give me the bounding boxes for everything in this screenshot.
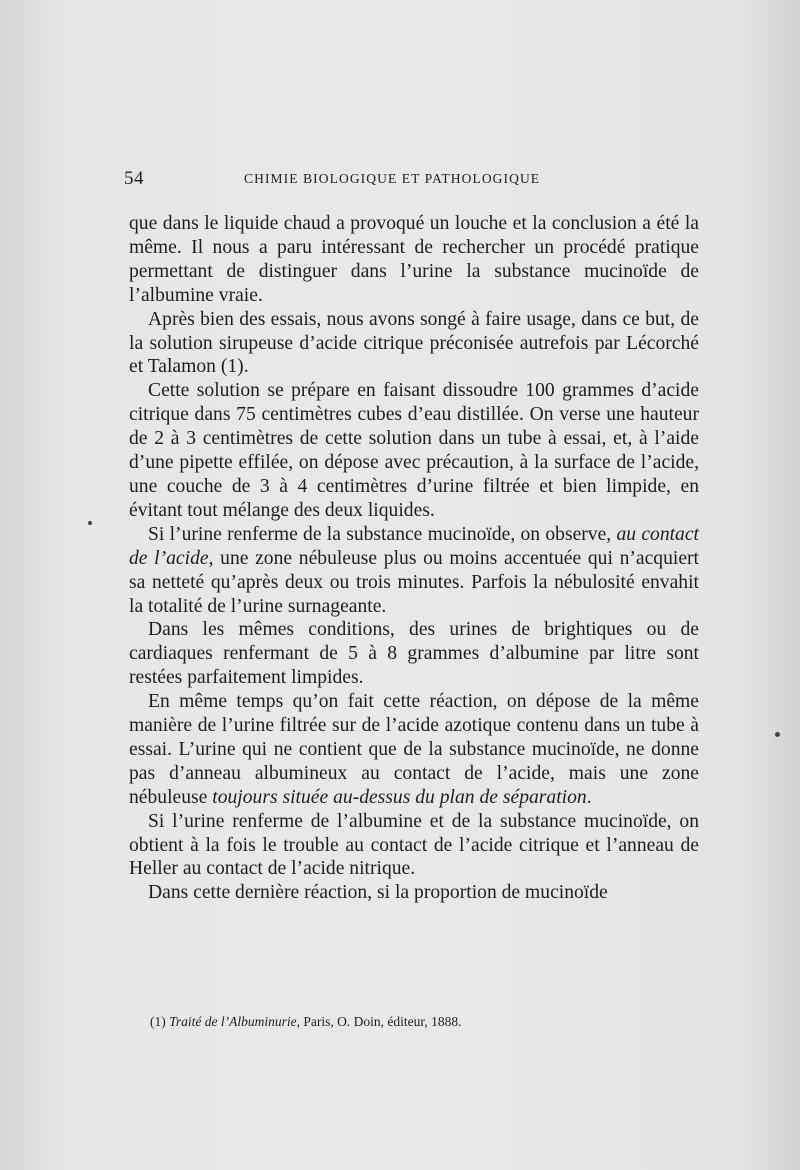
footnote-publisher: , Paris, O. Doin, éditeur, 1888.	[296, 1014, 462, 1029]
paragraph-1: que dans le liquide chaud a provoqué un louche et la conclusion a été la même. Il nous a paru intéressant de rechercher un procédé pratique permettant de distinguer dans l’urine la substance mucinoïde de l’albumine vraie.	[129, 213, 699, 306]
footnote-marker: (1)	[150, 1014, 170, 1029]
ink-speck-right	[775, 732, 780, 737]
body-text	[129, 212, 699, 905]
ink-speck-left	[88, 521, 92, 525]
page-header	[124, 168, 700, 196]
paragraph-6	[129, 690, 699, 810]
footnote-book-title: Traité de l’Albuminurie	[169, 1014, 297, 1029]
paragraph-8: Dans cette dernière réaction, si la proportion de mucinoïde	[148, 882, 608, 904]
paragraph-2: Après bien des essais, nous avons songé à faire usage, dans ce but, de la solution sirupeuse d’acide citrique préconisée autrefois par Lécorché et Talamon (1).	[129, 308, 699, 378]
paragraph-6-text-a: En même temps qu’on fait cette réaction, on dépose de la même manière de l’urine filtrée sur de l’acide azotique contenu dans un tube à essai. L’urine qui ne contient que de la substance mucinoïde, ne donne pas d’anneau albumineux au contact de l’acide, mais une zone nébuleuse	[129, 691, 699, 808]
running-title: CHIMIE BIOLOGIQUE ET PATHOLOGIQUE	[244, 171, 541, 186]
paragraph-3: Cette solution se prépare en faisant dissoudre 100 grammes d’acide citrique dans 75 centimètres cubes d’eau distillée. On verse une hauteur de 2 à 3 centimètres de cette solution dans un tube à essai, et, à l’aide d’une pipette effilée, on dépose avec précaution, à la surface de l’acide, une couche de 3 à 4 centimètres d’urine filtrée et bien limpide, en évitant tout mélange des deux liquides.	[129, 380, 699, 521]
paragraph-4-emphasis: au contact de l’acide	[129, 523, 699, 569]
paragraph-4-text-a: Si l’urine renferme de la substance mucinoïde, on observe,	[148, 523, 617, 545]
page-number: 54	[124, 168, 144, 189]
footnote	[150, 1014, 710, 1030]
paragraph-4	[129, 523, 699, 619]
paragraph-5: Dans les mêmes conditions, des urines de brightiques ou de cardiaques renfermant de 5 à 8 grammes d’albumine par litre sont restées parfaitement limpides.	[129, 619, 699, 689]
paragraph-7: Si l’urine renferme de l’albumine et de la substance mucinoïde, on obtient à la fois le trouble au contact de l’acide citrique et l’anneau de Heller au contact de l’acide nitrique.	[129, 810, 699, 880]
paragraph-6-text-b: .	[586, 786, 592, 808]
paragraph-4-text-b: , une zone nébuleuse plus ou moins accentuée qui n’acquiert sa netteté qu’après deux ou trois minutes. Parfois la nébulosité envahit la totalité de l’urine surnageante.	[129, 547, 699, 617]
paragraph-6-emphasis: toujours située au-dessus du plan de séparation	[212, 786, 587, 808]
